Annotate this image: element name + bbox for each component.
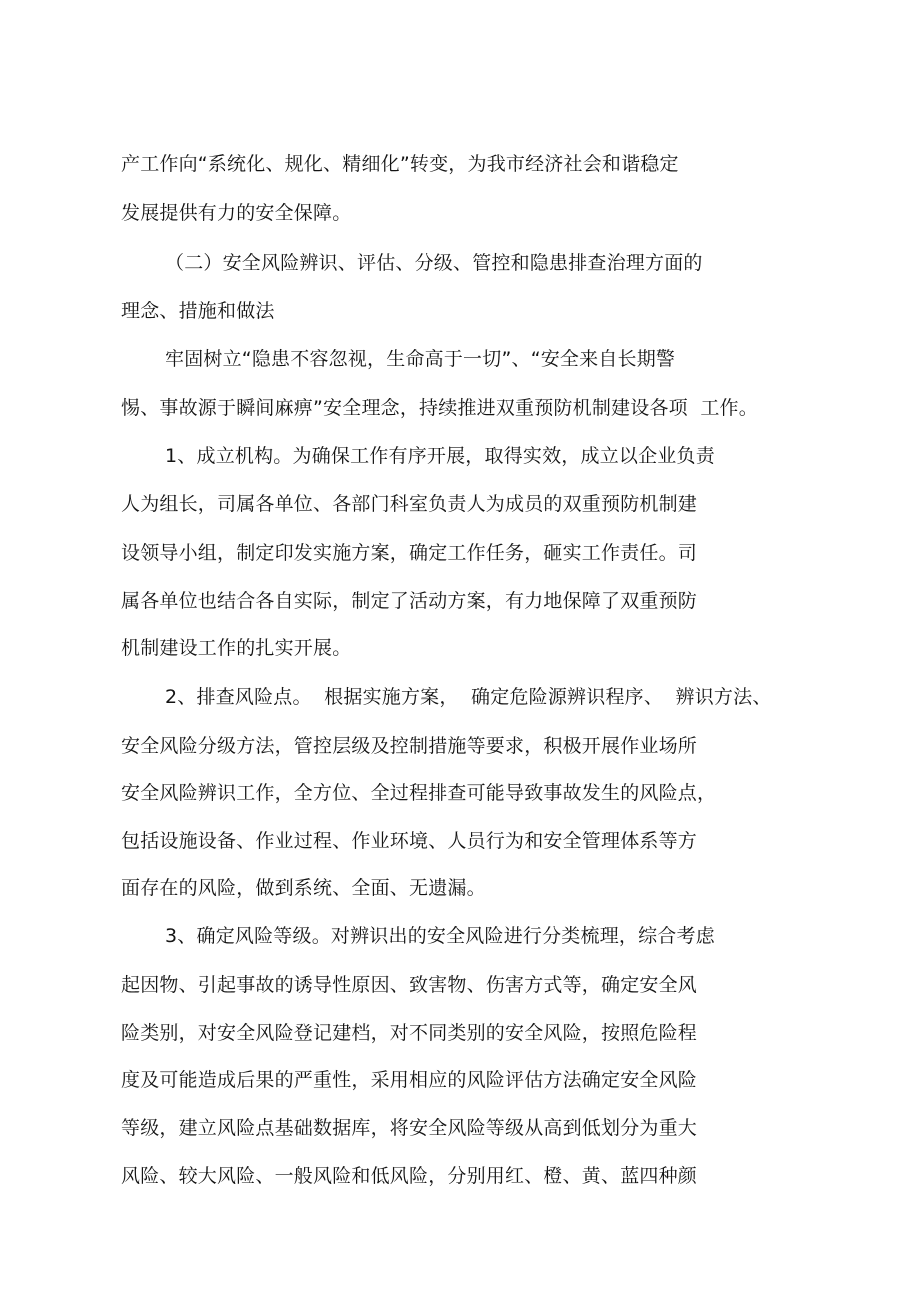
section-heading: （二）安全风险辨识、评估、分级、管控和隐患排查治理方面的: [165, 252, 703, 274]
text-line: 属各单位也结合各自实际，制定了活动方案，有力地保障了双重预防: [121, 590, 698, 612]
text-line: 风险、较大风险、一般风险和低风险，分别用红、橙、黄、蓝四种颜: [121, 1165, 698, 1187]
text-line: 1、成立机构。为确保工作有序开展，取得实效，成立以企业负责: [165, 445, 715, 467]
text-line: 2、排查风险点。 根据实施方案， 确定危险源辨识程序、 辨识方法、: [165, 686, 772, 708]
text-line: 发展提供有力的安全保障。: [121, 202, 352, 224]
text-line: 起因物、引起事故的诱导性原因、致害物、伤害方式等，确定安全风: [121, 974, 698, 996]
text-line: 等级，建立风险点基础数据库，将安全风险等级从高到低划分为重大: [121, 1117, 698, 1139]
text-line: 产工作向“系统化、规化、精细化”转变，为我市经济社会和谐稳定: [121, 153, 679, 175]
text-line: 3、确定风险等级。对辨识出的安全风险进行分类梳理，综合考虑: [165, 925, 715, 947]
section-heading: 理念、措施和做法: [121, 300, 275, 322]
text-line: 惕、事故源于瞬间麻痹”安全理念，持续推进双重预防机制建设各项 工作。: [121, 397, 758, 419]
text-line: 设领导小组，制定印发实施方案，确定工作任务，砸实工作责任。司: [121, 542, 698, 564]
text-line: 度及可能造成后果的严重性，采用相应的风险评估方法确定安全风险: [121, 1069, 698, 1091]
text-line: 包括设施设备、作业过程、作业环境、人员行为和安全管理体系等方: [121, 830, 698, 852]
text-line: 面存在的风险，做到系统、全面、无遗漏。: [121, 877, 486, 899]
text-line: 安全风险分级方法，管控层级及控制措施等要求，积极开展作业场所: [121, 735, 698, 757]
text-line: 安全风险辨识工作，全方位、全过程排查可能导致事故发生的风险点，: [121, 782, 717, 804]
text-line: 险类别，对安全风险登记建档，对不同类别的安全风险，按照危险程: [121, 1022, 698, 1044]
text-line: 人为组长，司属各单位、各部门科室负责人为成员的双重预防机制建: [121, 493, 698, 515]
text-line: 牢固树立“隐患不容忽视，生命高于一切”、“安全来自长期警: [165, 348, 676, 370]
text-line: 机制建设工作的扎实开展。: [121, 637, 352, 659]
